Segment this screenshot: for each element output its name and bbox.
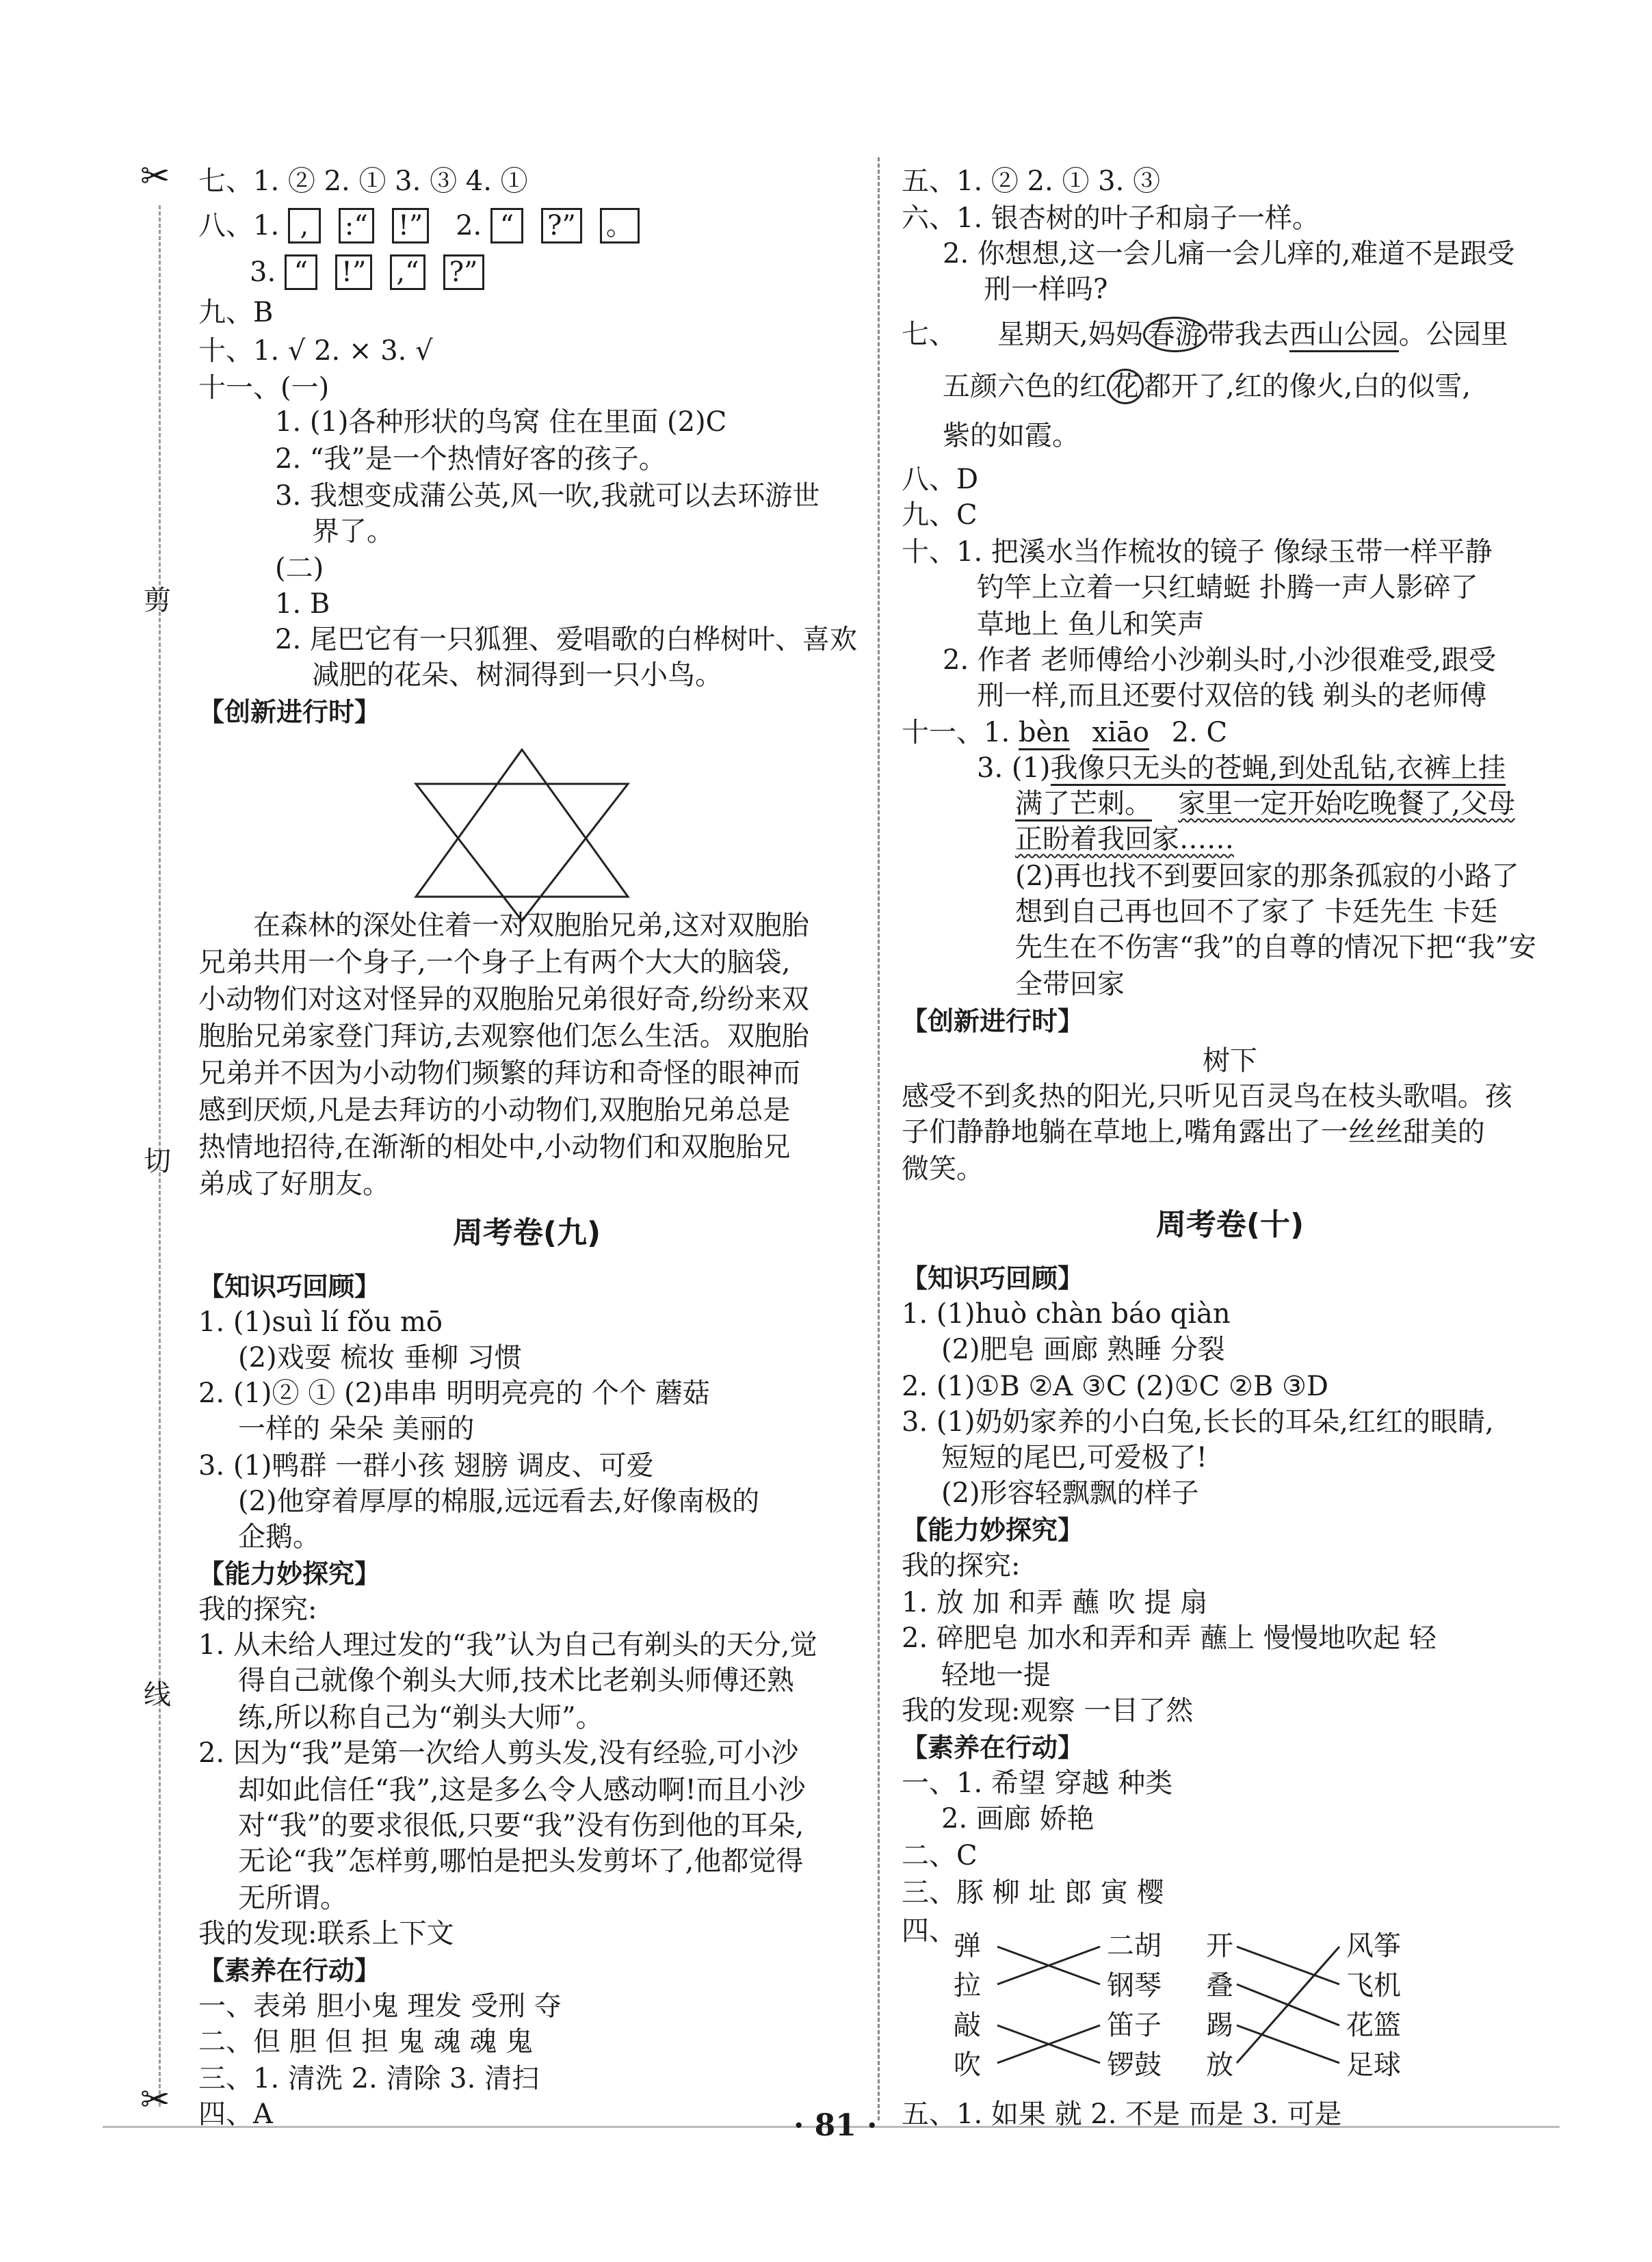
match-left: 拉 <box>954 1970 981 2001</box>
match-right: 风筝 <box>1346 1930 1401 1962</box>
text-line: (2)形容轻飘飘的样子 <box>941 1477 1199 1509</box>
text-line: 1. 从未给人理过发的“我”认为自己有剃头的天分,觉 <box>198 1629 817 1661</box>
text-line: 钓竿上立着一只红蜻蜓 扑腾一声人影碎了 <box>977 572 1478 603</box>
q10: 十、1. √ 2. × 3. √ <box>198 335 433 367</box>
paragraph-line: 小动物们对这对怪异的双胞胎兄弟很好奇,纷纷来双 <box>198 984 809 1015</box>
match-verb: 放 <box>1206 2049 1233 2081</box>
text-line: (2)他穿着厚厚的棉服,远远看去,好像南极的 <box>238 1486 760 1517</box>
q9: 九、B <box>198 297 274 328</box>
section-heading: 【创新进行时】 <box>902 1006 1084 1036</box>
section-heading: 【素养在行动】 <box>902 1733 1084 1763</box>
paragraph-line: 微笑。 <box>902 1153 984 1185</box>
match-left: 弹 <box>954 1930 981 1962</box>
text-line: (2)肥皂 画廊 熟睡 分裂 <box>941 1334 1225 1365</box>
match-mid: 笛子 <box>1107 2010 1162 2041</box>
text-line: 1. (1)suì lí fǒu mō <box>198 1306 443 1338</box>
text-line: 3. (1)我像只无头的苍蝇,到处乱钻,衣裤上挂 <box>977 751 1506 785</box>
text-line: 五颜六色的红 花 都开了,红的像火,白的似雪, <box>943 369 1471 404</box>
text-line: 2. “我”是一个热情好客的孩子。 <box>275 443 666 475</box>
match-mid: 钢琴 <box>1107 1970 1162 2001</box>
page-number: · 81 · <box>794 2108 878 2143</box>
paragraph-line: 热情地招待,在渐渐的相处中,小动物们和双胞胎兄 <box>198 1131 791 1163</box>
text-line: 1. (1)各种形状的鸟窝 住在里面 (2)C <box>275 406 727 438</box>
text-line: 无所谓。 <box>238 1882 348 1914</box>
q6: 六、1. 银杏树的叶子和扇子一样。 <box>902 202 1320 234</box>
text-line: 界了。 <box>312 516 394 547</box>
text-line: 2. (1)② ① (2)串串 明明亮亮的 个个 蘑菇 <box>198 1378 710 1409</box>
paragraph-line: 子们静静地躺在草地上,嘴角露出了一丝丝甜美的 <box>902 1116 1485 1148</box>
text-line: 正盼着我回家…… <box>1015 824 1234 855</box>
text-line: 全带回家 <box>1015 969 1125 1000</box>
text-line: 1. (1)huò chàn báo qiàn <box>902 1298 1231 1330</box>
match-right: 足球 <box>1346 2049 1401 2081</box>
text-line: 五、1. 如果 就 2. 不是 而是 3. 可是 <box>902 2099 1342 2130</box>
text-line: 三、豚 柳 址 郎 寅 樱 <box>902 1877 1164 1908</box>
q10: 十、1. 把溪水当作梳妆的镜子 像绿玉带一样平静 <box>902 536 1493 568</box>
cut-label-1: 剪 <box>144 585 171 616</box>
text-line: 轻地一提 <box>941 1659 1051 1691</box>
match-mid: 锣鼓 <box>1107 2049 1162 2081</box>
paragraph-line: 兄弟并不因为小动物们频繁的拜访和奇怪的眼神而 <box>198 1057 800 1089</box>
match-verb: 叠 <box>1206 1970 1233 2001</box>
text-line: (2)戏耍 梳妆 垂柳 习惯 <box>238 1342 522 1373</box>
text-line: 一、表弟 胆小鬼 理发 受刑 夺 <box>198 1990 562 2022</box>
star-of-david-figure <box>409 743 635 928</box>
match-verb: 开 <box>1206 1930 1233 1962</box>
paragraph-line: 感到厌烦,凡是去拜访的小动物们,双胞胎兄弟总是 <box>198 1094 791 1126</box>
text-line: 2. 你想想,这一会儿痛一会儿痒的,难道不是跟受 <box>943 238 1515 269</box>
text-line: 2. (1)①B ②A ③C (2)①C ②B ③D <box>902 1371 1328 1402</box>
q9: 九、C <box>902 499 978 531</box>
match-right: 花篮 <box>1346 2010 1401 2041</box>
text-line: 一样的 朵朵 美丽的 <box>238 1413 475 1445</box>
section-heading: 【能力妙探究】 <box>198 1559 381 1589</box>
text-line: 我的探究: <box>198 1594 317 1625</box>
text-line: 练,所以称自己为“剃头大师”。 <box>238 1702 603 1733</box>
q11: 十一、1. bèn xiāo 2. C <box>902 715 1227 750</box>
match-left: 吹 <box>954 2049 981 2081</box>
exam-title-10: 周考卷(十) <box>1155 1207 1304 1242</box>
cut-label-2: 切 <box>144 1146 171 1177</box>
section-heading: 【创新进行时】 <box>198 697 381 727</box>
match-verb: 踢 <box>1206 2010 1233 2041</box>
text-line: 我的发现:观察 一目了然 <box>902 1695 1194 1726</box>
matching-exercise <box>902 1919 1558 2090</box>
paragraph-line: 兄弟共用一个身子,一个身子上有两个大大的脑袋, <box>198 947 791 978</box>
section-heading: 【知识巧回顾】 <box>902 1263 1084 1293</box>
text-line: 满了芒刺。 家里一定开始吃晚餐了,父母 <box>1015 787 1515 821</box>
paragraph-line: 胞胎兄弟家登门拜访,去观察他们怎么生活。双胞胎 <box>198 1021 809 1052</box>
column-divider <box>878 157 880 2120</box>
text-line: 先生在不伤害“我”的自尊的情况下把“我”安 <box>1015 932 1536 963</box>
scissors-icon-bottom: ✂ <box>140 2079 170 2120</box>
q11: 十一、(一) <box>198 372 330 404</box>
text-line: 减肥的花朵、树洞得到一只小鸟。 <box>312 659 722 691</box>
q4-label: 四、 <box>902 1915 956 1947</box>
text-line: 二、但 胆 但 担 鬼 魂 魂 鬼 <box>198 2026 534 2057</box>
text-line: (二) <box>275 553 324 584</box>
text-line: 2. 因为“我”是第一次给人剪头发,没有经验,可小沙 <box>198 1737 799 1769</box>
text-line: 想到自己再也回不了家了 卡廷先生 卡廷 <box>1015 896 1498 928</box>
match-left: 敲 <box>954 2010 981 2041</box>
section-heading: 【素养在行动】 <box>198 1956 381 1986</box>
match-mid: 二胡 <box>1107 1930 1162 1962</box>
text-line: 3. (1)鸭群 一群小孩 翅膀 调皮、可爱 <box>198 1450 654 1482</box>
essay-title: 树下 <box>1203 1045 1257 1077</box>
text-line: 四、A <box>198 2099 273 2130</box>
text-line: 三、1. 清洗 2. 清除 3. 清扫 <box>198 2063 540 2094</box>
scissors-icon-top: ✂ <box>140 156 170 197</box>
paragraph-line: 感受不到炙热的阳光,只听见百灵鸟在枝头歌唱。孩 <box>902 1081 1512 1112</box>
cut-label-3: 线 <box>144 1679 171 1711</box>
text-line: 2. 尾巴它有一只狐狸、爱唱歌的白桦树叶、喜欢 <box>275 624 857 655</box>
text-line: 我的发现:联系上下文 <box>198 1918 454 1949</box>
section-heading: 【能力妙探究】 <box>902 1515 1084 1545</box>
text-line: 企鹅。 <box>238 1521 320 1553</box>
text-line: 刑一样,而且还要付双倍的钱 剃头的老师傅 <box>977 680 1487 711</box>
text-line: 我的探究: <box>902 1550 1021 1581</box>
text-line: 二、C <box>902 1840 978 1871</box>
text-line: 一、1. 希望 穿越 种类 <box>902 1767 1173 1799</box>
text-line: 草地上 鱼儿和笑声 <box>977 609 1205 640</box>
q8: 八、D <box>902 464 979 495</box>
text-line: 短短的尾巴,可爱极了! <box>941 1442 1207 1473</box>
text-line: 3. 我想变成蒲公英,风一吹,我就可以去环游世 <box>275 480 820 512</box>
q8-line1: 八、1. , :“ !” 2. “ ?” 。 <box>198 208 657 244</box>
text-line: 2. 画廊 娇艳 <box>941 1803 1094 1834</box>
q8-line2: 3. “ !” ,“ ?” <box>250 254 502 290</box>
paragraph-line: 弟成了好朋友。 <box>198 1168 390 1200</box>
text-line: 却如此信任“我”,这是多么令人感动啊!而且小沙 <box>238 1774 806 1806</box>
text-line: 对“我”的要求很低,只要“我”没有伤到他的耳朵, <box>238 1810 804 1841</box>
text-line: 刑一样吗? <box>984 274 1108 305</box>
q7: 七、1. ② 2. ① 3. ③ 4. ① <box>198 166 528 197</box>
match-right: 飞机 <box>1346 1970 1401 2001</box>
text-line: 1. B <box>275 588 330 620</box>
text-line: 无论“我”怎样剪,哪怕是把头发剪坏了,他都觉得 <box>238 1845 804 1877</box>
text-line: 1. 放 加 和弄 蘸 吹 提 扇 <box>902 1587 1208 1618</box>
text-line: 2. 碎肥皂 加水和弄和弄 蘸上 慢慢地吹起 轻 <box>902 1622 1437 1654</box>
q7: 七、 星期天,妈妈 春游 带我去西山公园。公园里 <box>902 317 1508 352</box>
text-line: 紫的如霞。 <box>943 420 1079 451</box>
text-line: (2)再也找不到要回家的那条孤寂的小路了 <box>1015 860 1519 892</box>
text-line: 得自己就像个剃头大师,技术比老剃头师傅还熟 <box>238 1665 794 1696</box>
q5: 五、1. ② 2. ① 3. ③ <box>902 166 1161 197</box>
text-line: 2. 作者 老师傅给小沙剃头时,小沙很难受,跟受 <box>943 644 1497 676</box>
exam-title-9: 周考卷(九) <box>452 1215 601 1250</box>
section-heading: 【知识巧回顾】 <box>198 1272 381 1302</box>
text-line: 3. (1)奶奶家养的小白兔,长长的耳朵,红红的眼睛, <box>902 1406 1494 1438</box>
paragraph-line: 在森林的深处住着一对双胞胎兄弟,这对双胞胎 <box>253 910 809 941</box>
